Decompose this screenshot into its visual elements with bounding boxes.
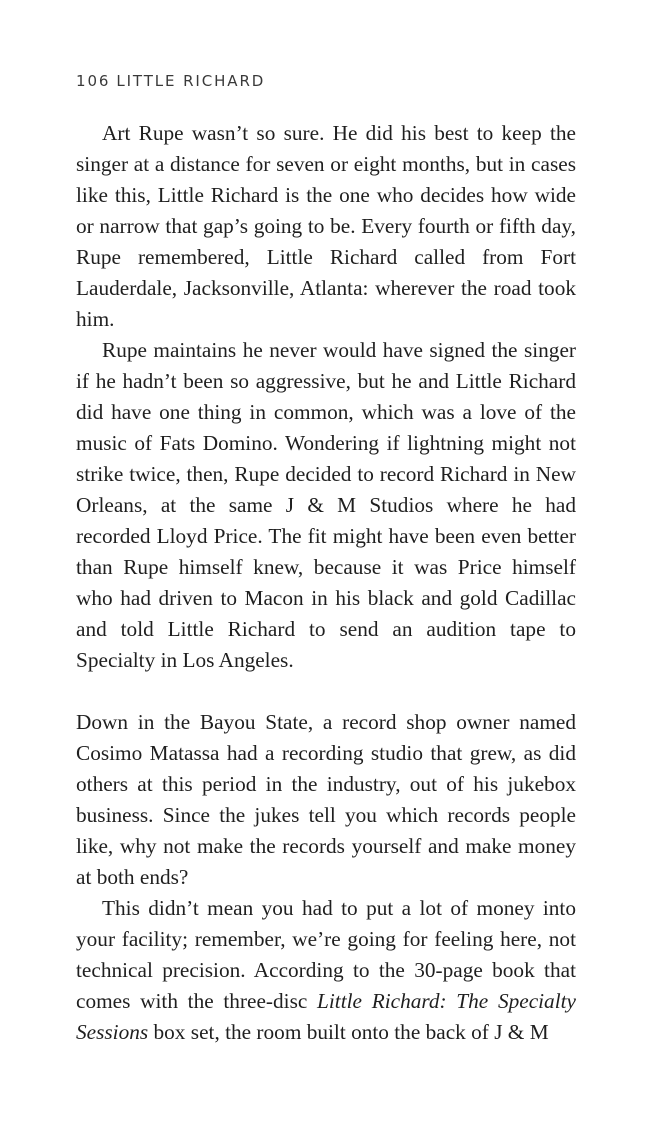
paragraph-4-text-before: This didn’t mean you had to put a lot of money into your facility; remember, we’re going for feeling here, not technical precision. According to the 30-page book that comes with the three-disc bbox=[76, 896, 576, 1013]
page-number: 106 bbox=[76, 72, 111, 90]
body-text bbox=[76, 118, 576, 1048]
paragraph-3: Down in the Bayou State, a record shop owner named Cosimo Matassa had a recording studio that grew, as did others at this period in the industry, out of his jukebox business. Since the jukes tell you which records people like, why not make the records yourself and make money at both ends? bbox=[76, 710, 576, 889]
paragraph-2: Rupe maintains he never would have signed the singer if he hadn’t been so aggressive, but he and Little Richard did have one thing in common, which was a love of the music of Fats Domino. Wondering if lightning might not strike twice, then, Rupe decided to record Richard in New Orleans, at the same J & M Studios where he had recorded Lloyd Price. The fit might have been even better than Rupe himself knew, because it was Price himself who had driven to Macon in his black and gold Cadillac and told Little Richard to send an audition tape to Specialty in Los Angeles. bbox=[76, 338, 576, 672]
paragraph-4 bbox=[76, 893, 576, 1048]
running-title: LITTLE RICHARD bbox=[116, 72, 266, 90]
paragraph-1: Art Rupe wasn’t so sure. He did his best to keep the singer at a distance for seven or eight months, but in cases like this, Little Richard is the one who decides how wide or narrow that gap’s going to be. Every fourth or fifth day, Rupe remembered, Little Richard called from Fort Lauderdale, Jacksonville, Atlanta: wherever the road took him. bbox=[76, 121, 576, 331]
paragraph-4-text-after: box set, the room built onto the back of J & M bbox=[148, 1020, 549, 1044]
album-title: Little Richard: The Specialty Sessions bbox=[76, 989, 576, 1044]
running-head bbox=[76, 72, 265, 90]
